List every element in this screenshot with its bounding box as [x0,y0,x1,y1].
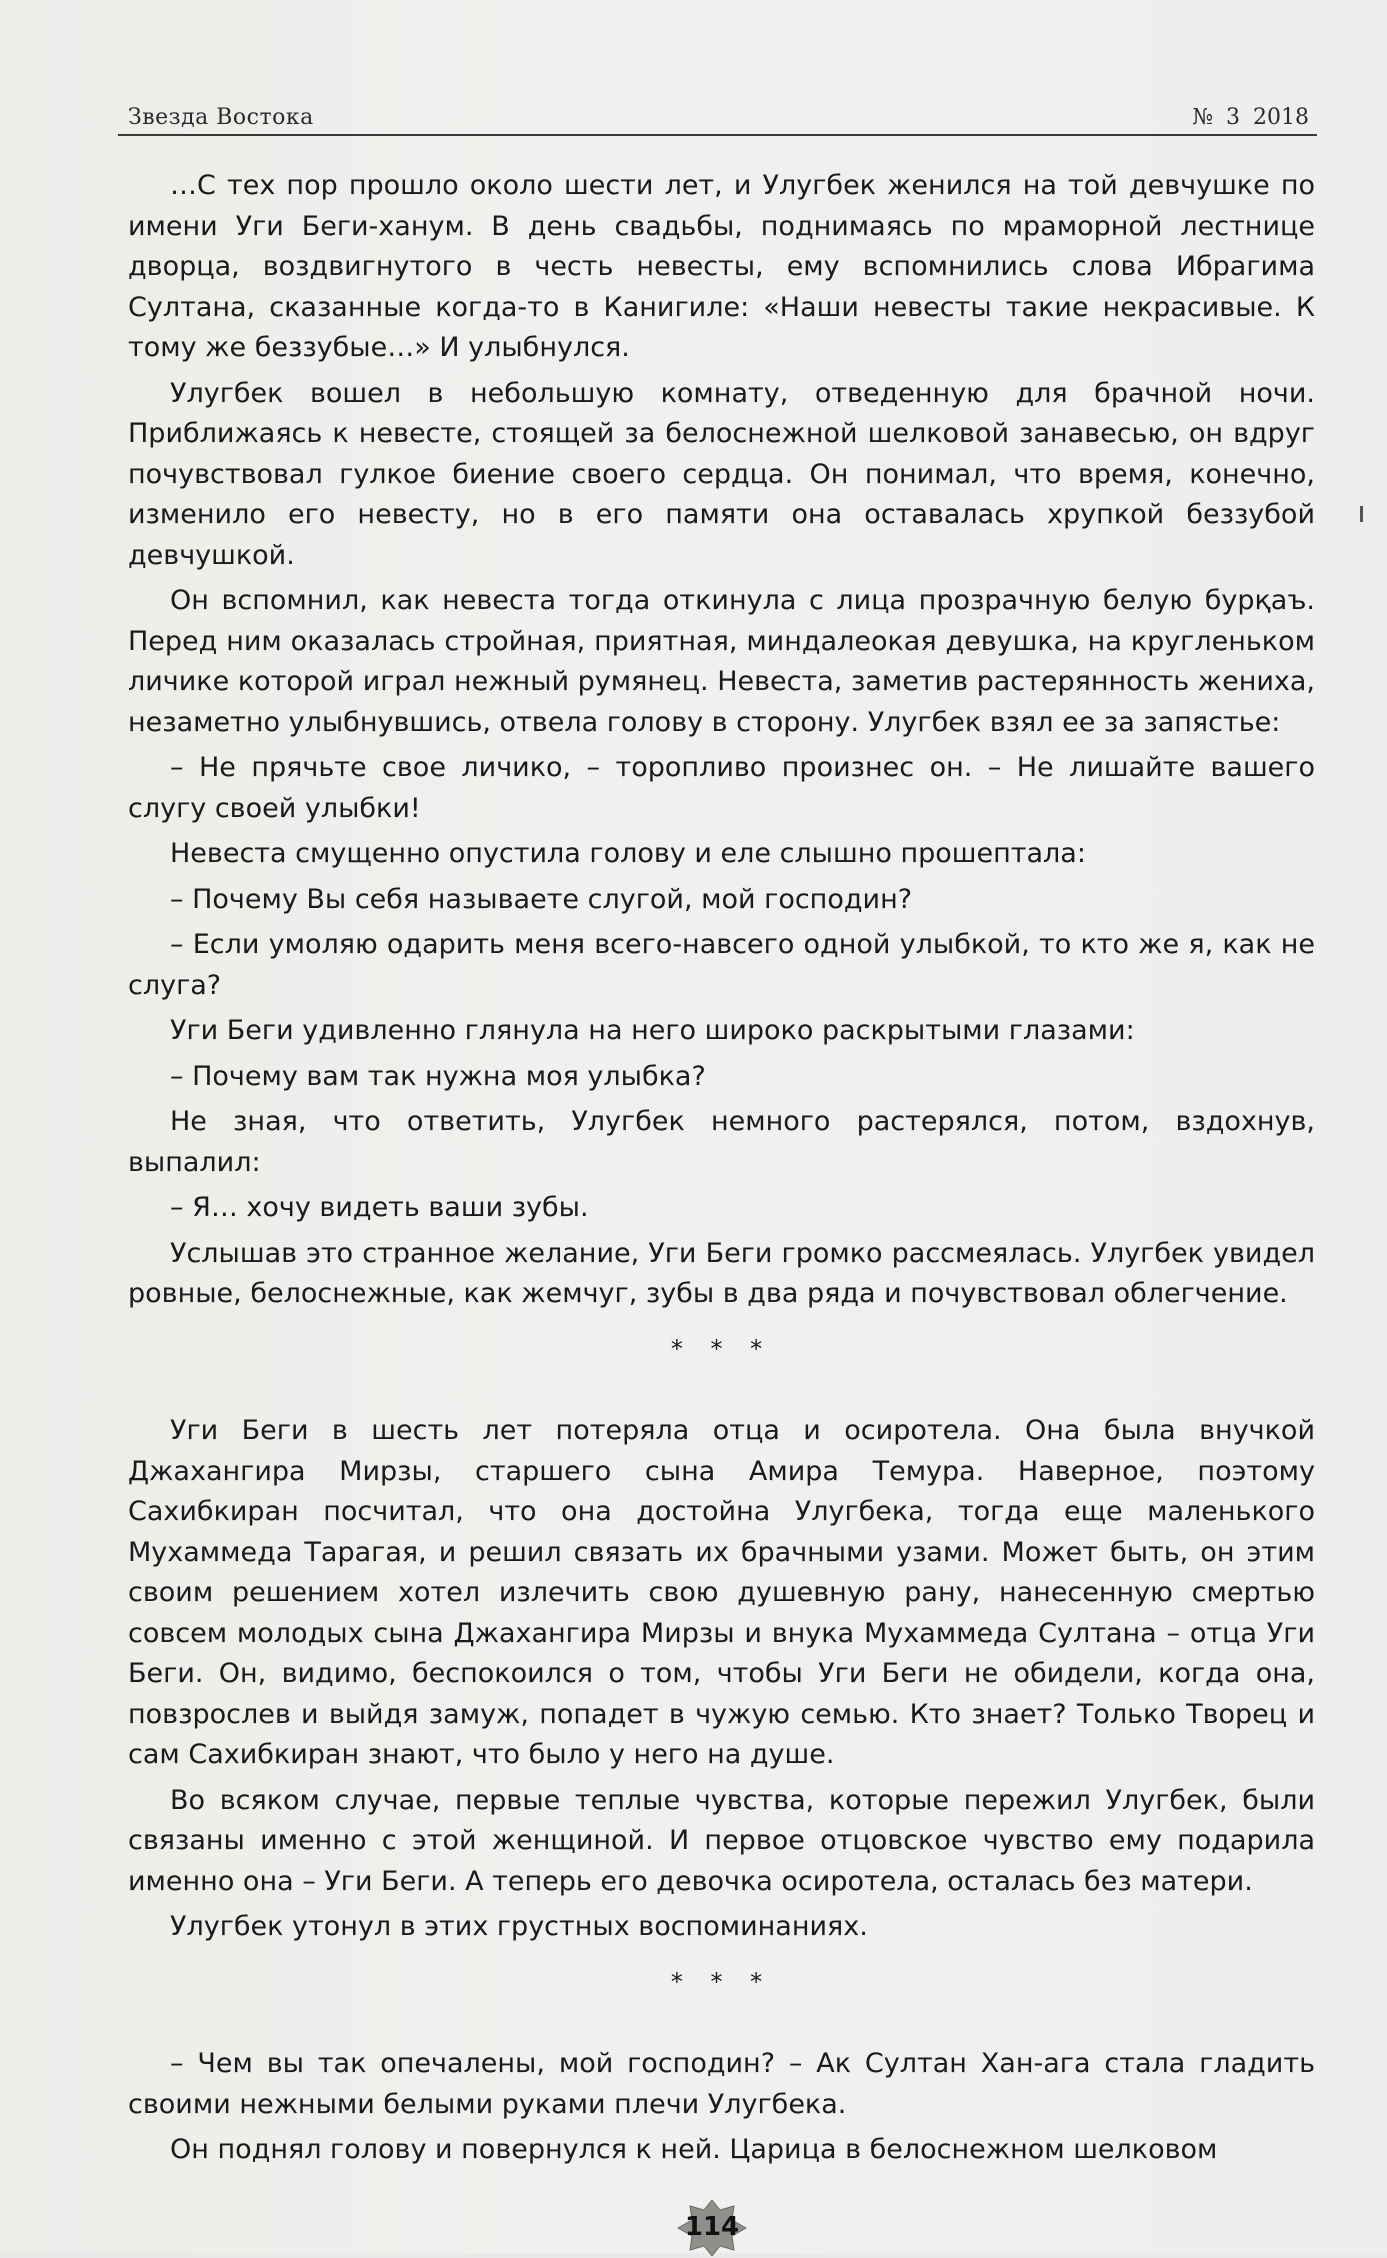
section-separator: * * * [670,1334,773,1363]
paragraph: Невеста смущенно опустила голову и еле слышно прошептала: [170,838,1086,869]
dialogue-line: – Чем вы так опечалены, мой господин? – Ак Султан Хан-ага стала гладить своими нежными белыми руками плечи Улугбека. [128,2048,1315,2120]
paragraph: Не зная, что ответить, Улугбек немного растерялся, потом, вздохнув, выпалил: [128,1106,1315,1178]
paragraph: Улугбек вошел в небольшую комнату, отведенную для брачной ночи. Приближаясь к невесте, стоящей за белоснежной шелковой занавесью, он вдруг почувствовал гулкое биение своего сердца. Он понимал, что время, конечно, изменило его невесту, но в его памяти она оставалась хрупкой беззубой девчушкой. [128,377,1315,571]
paragraph: …С тех пор прошло около шести лет, и Улугбек женился на той девчушке по имени Уги Беги-ханум. В день свадьбы, поднимаясь по мраморной лестнице дворца, воздвигнутого в честь невесты, ему вспомнились слова Ибрагима Султана, сказанные когда-то в Канигиле: «Наши невесты такие некрасивые. К тому же беззубые…» И улыбнулся. [128,170,1315,363]
page-number: 114 [684,2212,740,2242]
running-header [128,92,1309,130]
paragraph: Уги Беги в шесть лет потеряла отца и осиротела. Она была внучкой Джахангира Мирзы, старшего сына Амира Темура. Наверное, поэтому Сахибкиран посчитал, что она достойна Улугбека, тогда еще маленького Мухаммеда Тарагая, и решил связать их брачными узами. Может быть, он этим своим решением хотел излечить свою душевную рану, нанесенную смертью совсем молодых сына Джахангира Мирзы и внука Мухаммеда Султана – отца Уги Беги. Он, видимо, беспокоился о том, чтобы Уги Беги не обидели, когда она, повзрослев и выйдя замуж, попадет в чужую семью. Кто знает? Только Творец и сам Сахибкиран знают, что было у него на душе. [128,1415,1315,1770]
dialogue-line: – Почему Вы себя называете слугой, мой господин? [170,883,913,915]
paragraph: Он поднял голову и повернулся к ней. Царица в белоснежном шелковом [170,2134,1218,2165]
journal-title: Звезда Востока [128,105,314,130]
dialogue-line: – Не прячьте свое личико, – торопливо произнес он. – Не лишайте вашего слугу своей улыбки! [128,752,1315,824]
paragraph: Во всяком случае, первые теплые чувства, которые пережил Улугбек, были связаны именно с этой женщиной. И первое отцовское чувство ему подарила именно она – Уги Беги. А теперь его девочка осиротела, осталась без матери. [128,1784,1315,1897]
dialogue-line: – Я… хочу видеть ваши зубы. [170,1192,589,1223]
dialogue-line: – Если умоляю одарить меня всего-навсего одной улыбкой, то кто же я, как не слуга? [128,929,1315,1001]
paragraph: Уги Беги удивленно глянула на него широко раскрытыми глазами: [170,1015,1135,1046]
issue-number: № 3 2018 [1192,105,1309,130]
header-rule [118,134,1317,136]
body-text [128,166,1315,2171]
section-separator: * * * [670,1967,773,1996]
paragraph: Улугбек утонул в этих грустных воспоминаниях. [170,1911,868,1942]
dialogue-line: – Почему вам так нужна моя улыбка? [170,1060,706,1092]
page-number-badge [674,2198,750,2258]
paragraph: Он вспомнил, как невеста тогда откинула с лица прозрачную белую бурқаъ. Перед ним оказалась стройная, приятная, миндалеокая девушка, на кругленьком личике которой играл нежный румянец. Невеста, заметив растерянность жениха, незаметно улыбнувшись, отвела голову в сторону. Улугбек взял ее за запястье: [128,585,1315,738]
margin-mark [1360,506,1363,522]
paragraph: Услышав это странное желание, Уги Беги громко рассмеялась. Улугбек увидел ровные, белоснежные, как жемчуг, зубы в два ряда и почувствовал облегчение. [128,1237,1315,1309]
